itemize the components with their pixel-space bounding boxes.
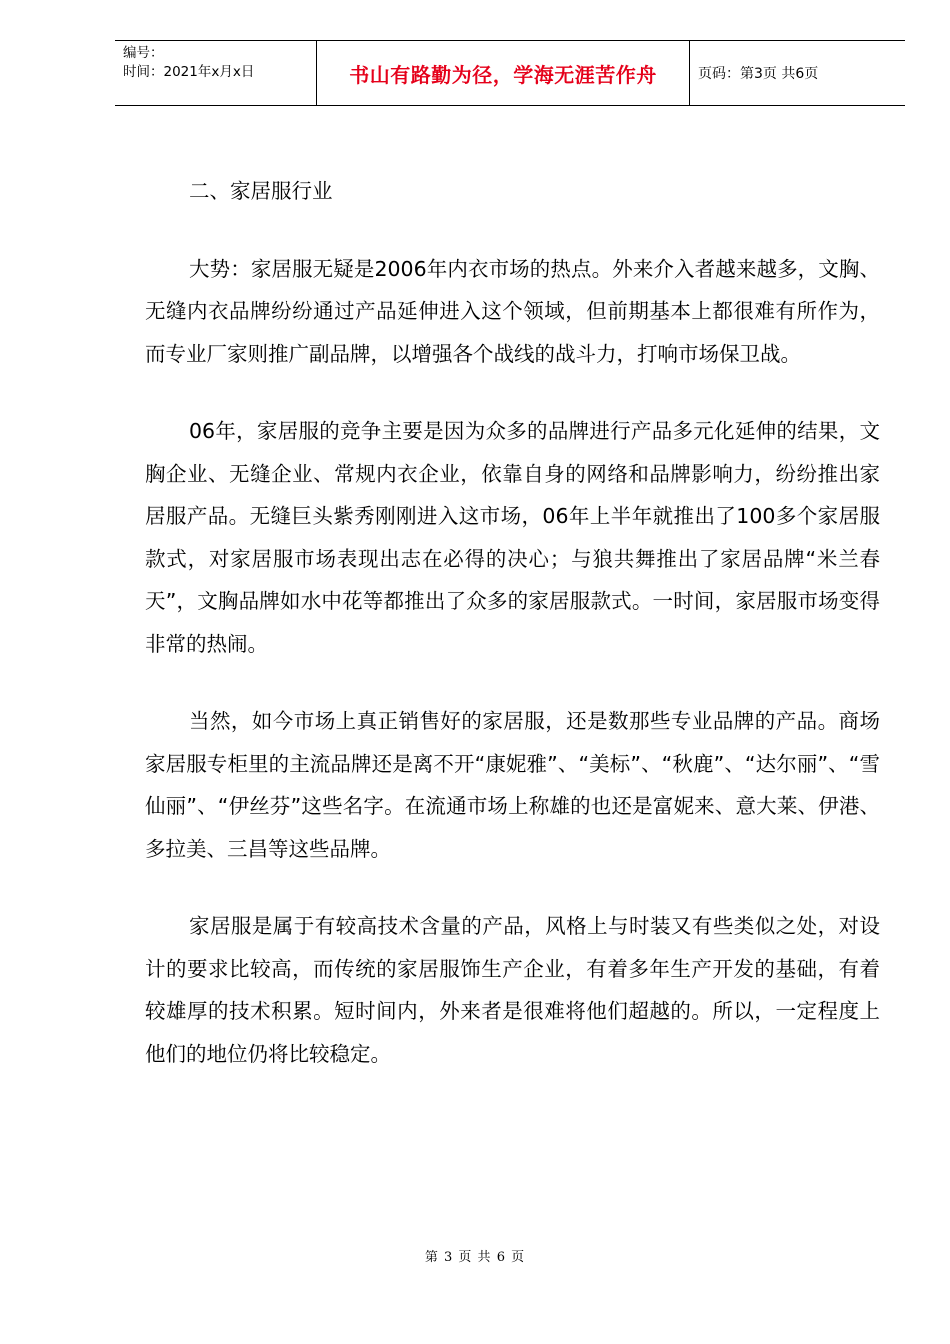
document-body [145, 170, 880, 1110]
number-label: 编号： [123, 45, 164, 61]
page-header [115, 40, 905, 106]
time-label: 时间：2021年x月x日 [123, 64, 255, 80]
paragraph: 当然，如今市场上真正销售好的家居服，还是数那些专业品牌的产品。商场家居服专柜里的主流品牌还是离不开“康妮雅”、“美标”、“秋鹿”、“达尔丽”、“雪仙丽”、“伊丝芬”这些名字。在流通市场上称雄的也还是富妮来、意大莱、伊港、多拉美、三昌等这些品牌。 [145, 709, 880, 861]
section-heading: 二、家居服行业 [189, 179, 333, 203]
header-motto: 书山有路勤为径，学海无涯苦作舟 [317, 41, 690, 105]
paragraph: 大势：家居服无疑是2006年内衣市场的热点。外来介入者越来越多，文胸、无缝内衣品牌纷纷通过产品延伸进入这个领域，但前期基本上都很难有所作为，而专业厂家则推广副品牌，以增强各个战线的战斗力，打响市场保卫战。 [145, 256, 880, 366]
header-page-info: 页码：第3页 共6页 [698, 66, 819, 82]
page-footer: 第 3 页 共 6 页 [424, 1250, 526, 1265]
paragraph: 家居服是属于有较高技术含量的产品，风格上与时装又有些类似之处，对设计的要求比较高，而传统的家居服饰生产企业，有着多年生产开发的基础，有着较雄厚的技术积累。短时间内，外来者是很难将他们超越的。所以，一定程度上他们的地位仍将比较稳定。 [145, 914, 880, 1066]
paragraph: 06年，家居服的竞争主要是因为众多的品牌进行产品多元化延伸的结果，文胸企业、无缝企业、常规内衣企业，依靠自身的网络和品牌影响力，纷纷推出家居服产品。无缝巨头紫秀刚刚进入这市场，06年上半年就推出了100多个家居服款式，对家居服市场表现出志在必得的决心；与狼共舞推出了家居品牌“米兰春天”，文胸品牌如水中花等都推出了众多的家居服款式。一时间，家居服市场变得非常的热闹。 [145, 419, 880, 656]
header-meta-cell [115, 41, 317, 105]
